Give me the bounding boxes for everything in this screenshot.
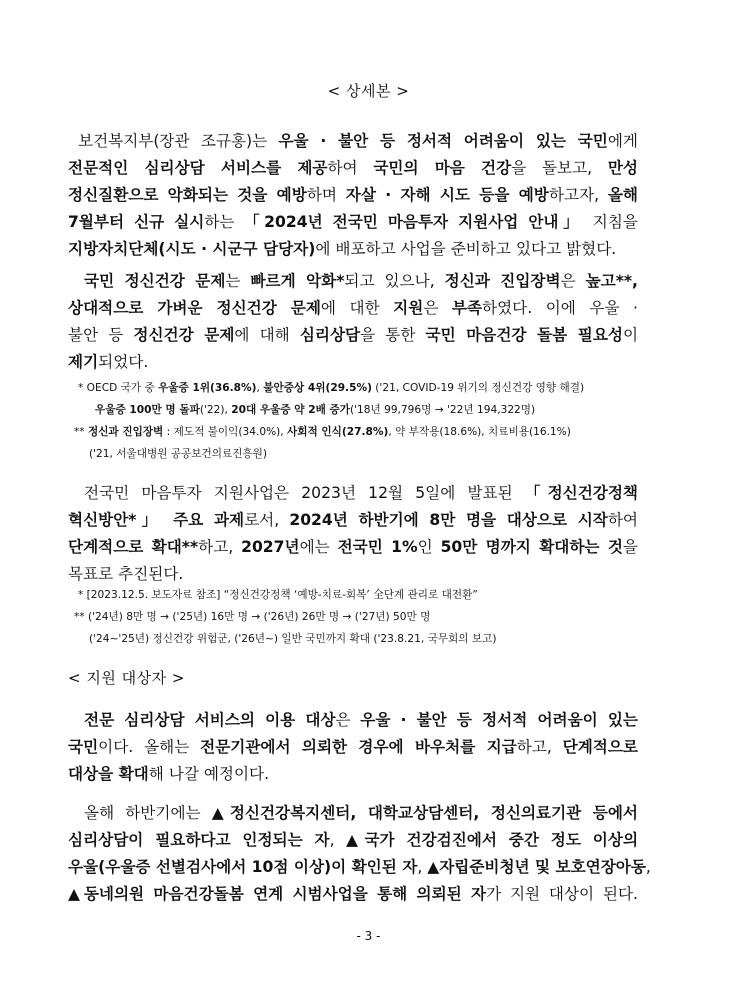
- text-line: 전문적인 심리상담 서비스를 제공하여 국민의 마음 건강을 돌보고, 만성: [68, 159, 638, 177]
- text-line: 제기되었다.: [68, 353, 149, 371]
- text-line: 정신질환으로 악화되는 것을 예방하며 자살 · 자해 시도 등을 예방하고자, 올해: [68, 186, 638, 204]
- text-line: 대상을 확대해 나갈 예정이다.: [68, 765, 270, 783]
- footnote-line: ('21, 서울대병원 공공보건의료진흥원): [89, 448, 268, 460]
- text-line: 단계적으로 확대**하고, 2027년에는 전국민 1%인 50만 명까지 확대하는 것을: [68, 538, 638, 556]
- paragraph-problem: [68, 268, 638, 376]
- paragraph-program: [68, 480, 638, 588]
- text-line: 국민이다. 올해는 전문기관에서 의뢰한 경우에 바우처를 지급하고, 단계적으로: [68, 738, 638, 756]
- footnote-line: 우울증 100만 명 돌파('22), 20대 우울증 약 2배 증가('18년 99,796명 → '22년 194,322명): [95, 404, 536, 416]
- text-line: 지방자치단체(시도 · 시군구 담당자)에 배포하고 사업을 준비하고 있다고 밝혔다.: [68, 240, 617, 258]
- footnote-line: ** ('24년) 8만 명 → ('25년) 16만 명 → ('26년) 26만 명 → ('27년) 50만 명: [74, 611, 431, 623]
- paragraph-targets: [68, 800, 651, 908]
- text-line: 전국민 마음투자 지원사업은 2023년 12월 5일에 발표된 「정신건강정책: [84, 484, 638, 502]
- text-line: 불안 등 정신건강 문제에 대해 심리상담을 통한 국민 마음건강 돌봄 필요성이: [68, 326, 639, 344]
- footnote-line: ('24∼'25년) 정신건강 위험군, ('26년∼) 일반 국민까지 확대 ('23.8.21, 국무회의 보고): [89, 633, 497, 645]
- page-number: - 3 -: [356, 929, 381, 943]
- footnote-line: ** 정신과 진입장벽 : 제도적 불이익(34.0%), 사회적 인식(27.8%), 약 부작용(18.6%), 치료비용(16.1%): [74, 426, 571, 438]
- text-line: 국민 정신건강 문제는 빠르게 악화*되고 있으나, 정신과 진입장벽은 높고**,: [84, 272, 638, 290]
- text-line: 심리상담이 필요하다고 인정되는 자, ▲국가 건강검진에서 중간 정도 이상의: [68, 831, 639, 849]
- detail-section-heading: < 상세본 >: [327, 82, 410, 100]
- text-line: 혁신방안*」 주요 과제로서, 2024년 하반기에 8만 명을 대상으로 시작하여: [68, 511, 638, 529]
- text-line: 보건복지부(장관 조규홍)는 우울 · 불안 등 정서적 어려움이 있는 국민에게: [78, 132, 638, 150]
- footnotes-plan: [74, 584, 644, 650]
- support-section-heading: < 지원 대상자 >: [68, 669, 185, 687]
- footnote-line: * [2023.12.5. 보도자료 참조] “정신건강정책 ‘예방-치료-회복’ 全단계 관리로 대전환”: [78, 589, 478, 601]
- footnotes-statistics: [74, 377, 644, 465]
- text-line: 7월부터 신규 실시하는 「2024년 전국민 마음투자 지원사업 안내」 지침을: [68, 213, 638, 231]
- text-line: 전문 심리상담 서비스의 이용 대상은 우울 · 불안 등 정서적 어려움이 있는: [84, 711, 638, 729]
- text-line: 우울(우울증 선별검사에서 10점 이상)이 확인된 자, ▲자립준비청년 및 보호연장아동,: [68, 858, 651, 876]
- text-line: 상대적으로 가벼운 정신건강 문제에 대한 지원은 부족하였다. 이에 우울 ·: [68, 299, 638, 317]
- paragraph-intro: [68, 128, 638, 263]
- paragraph-eligibility: [68, 707, 638, 788]
- text-line: ▲동네의원 마음건강돌봄 연계 시범사업을 통해 의뢰된 자가 지원 대상이 된다.: [68, 885, 639, 903]
- text-line: 목표로 추진된다.: [68, 565, 184, 583]
- footnote-line: * OECD 국가 중 우울증 1위(36.8%), 불안증상 4위(29.5%) ('21, COVID-19 위기의 정신건강 영향 해결): [78, 382, 585, 394]
- text-line: 올해 하반기에는 ▲정신건강복지센터, 대학교상담센터, 정신의료기관 등에서: [84, 804, 638, 822]
